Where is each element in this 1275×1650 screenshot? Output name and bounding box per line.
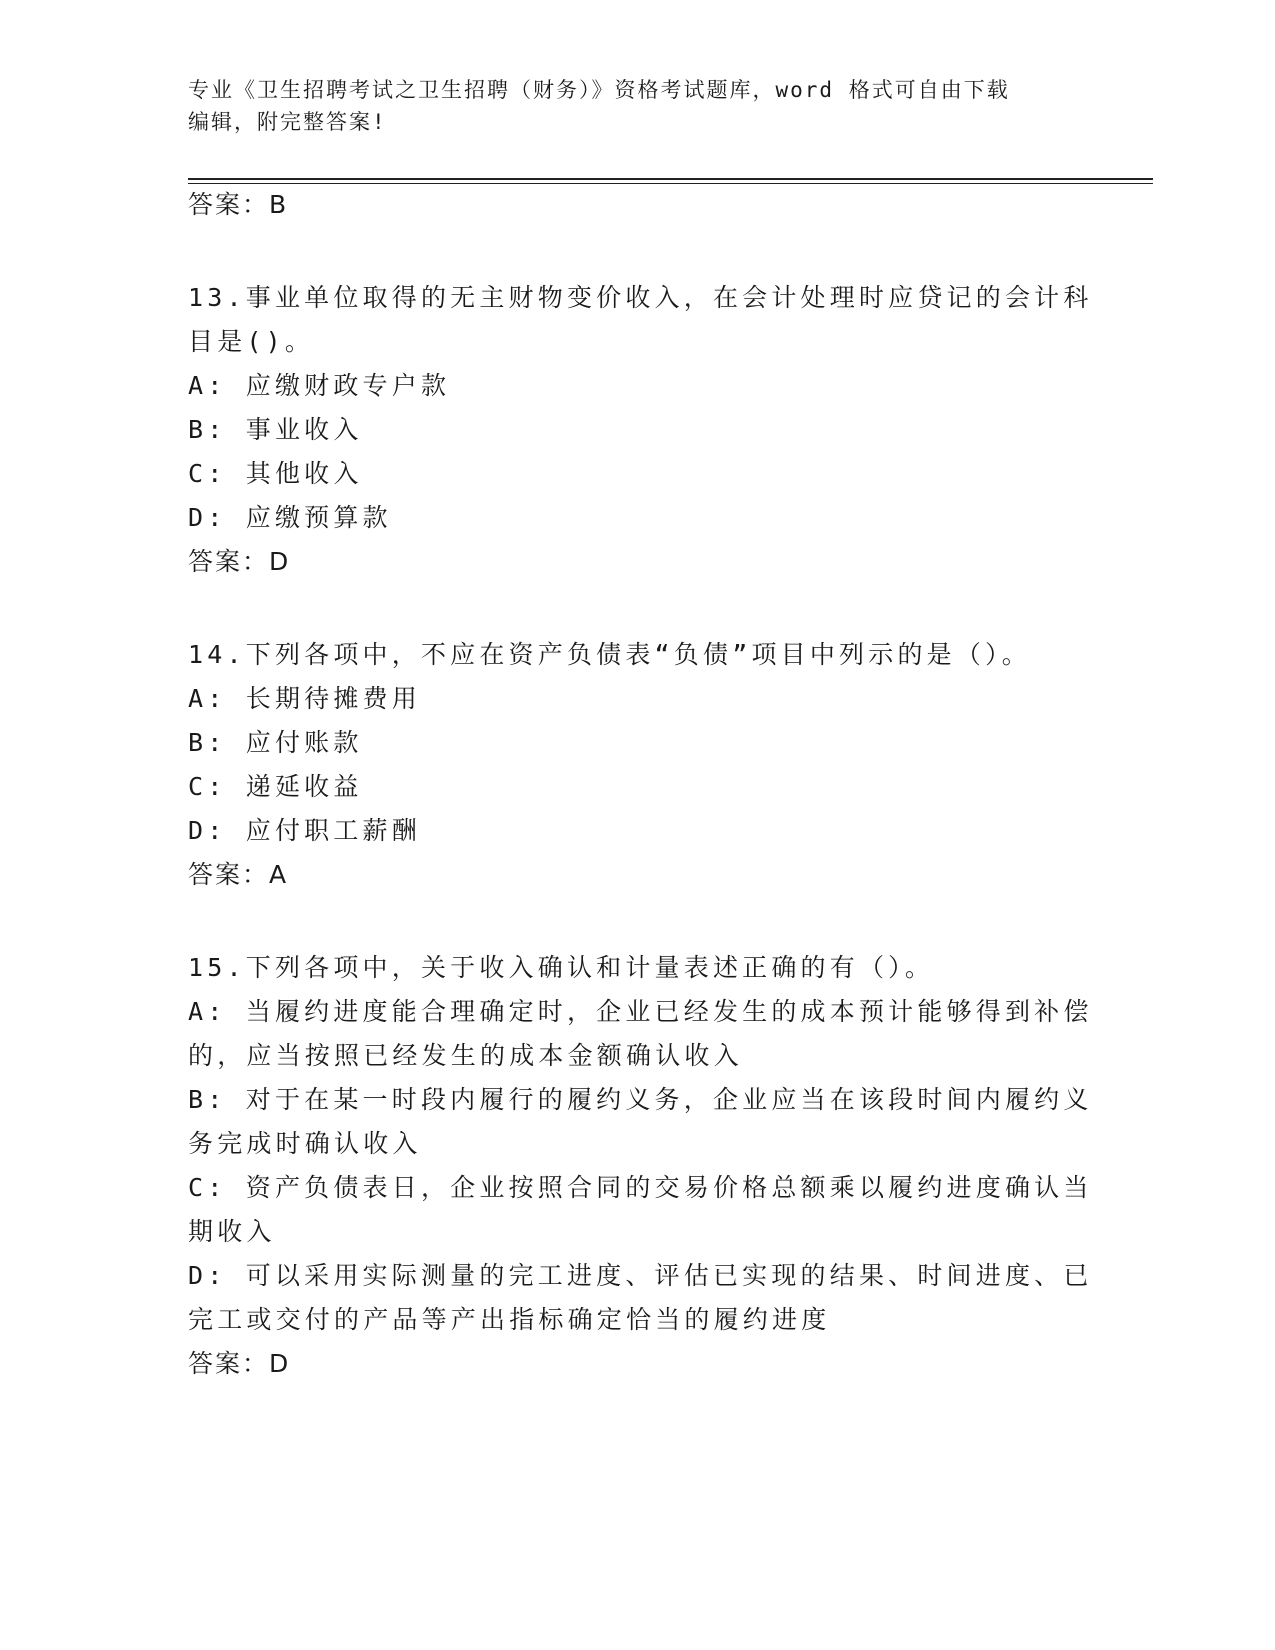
header-line-1: 专业《卫生招聘考试之卫生招聘（财务）》资格考试题库，word 格式可自由下载 xyxy=(188,78,1010,102)
q13-option-a: A: 应缴财政专户款 xyxy=(188,371,451,400)
q15-option-c-line-1: C: 资产负债表日，企业按照合同的交易价格总额乘以履约进度确认当 xyxy=(188,1173,1093,1202)
q13-option-b: B: 事业收入 xyxy=(188,415,363,444)
q13-option-d: D: 应缴预算款 xyxy=(188,503,392,532)
q15-answer: 答案：D xyxy=(188,1349,291,1378)
q14-answer: 答案：A xyxy=(188,860,289,889)
q15-option-d-line-2: 完工或交付的产品等产出指标确定恰当的履约进度 xyxy=(188,1305,831,1334)
q14-option-c: C: 递延收益 xyxy=(188,772,363,801)
header-divider xyxy=(188,178,1153,180)
q15-option-c-line-2: 期收入 xyxy=(188,1217,276,1246)
q13-option-c: C: 其他收入 xyxy=(188,459,363,488)
q13-answer: 答案：D xyxy=(188,547,291,576)
q14-option-a: A: 长期待摊费用 xyxy=(188,684,421,713)
header-line-2: 编辑，附完整答案! xyxy=(188,110,387,134)
q15-stem-line-1: 15.下列各项中，关于收入确认和计量表述正确的有（）。 xyxy=(188,953,935,982)
q15-option-a-line-1: A: 当履约进度能合理确定时，企业已经发生的成本预计能够得到补偿 xyxy=(188,997,1093,1026)
document-header xyxy=(188,74,1068,138)
q14-stem-line-1: 14.下列各项中，不应在资产负债表“负债”项目中列示的是（）。 xyxy=(188,640,1031,669)
q13-stem-line-2: 目是()。 xyxy=(188,327,315,356)
answer-previous: 答案：B xyxy=(188,190,289,219)
q15-option-b-line-2: 务完成时确认收入 xyxy=(188,1129,422,1158)
header-divider-thin xyxy=(188,183,1153,184)
q14-option-b: B: 应付账款 xyxy=(188,728,363,757)
q15-option-b-line-1: B: 对于在某一时段内履行的履约义务，企业应当在该段时间内履约义 xyxy=(188,1085,1093,1114)
q15-option-a-line-2: 的，应当按照已经发生的成本金额确认收入 xyxy=(188,1041,743,1070)
q13-stem-line-1: 13.事业单位取得的无主财物变价收入，在会计处理时应贷记的会计科 xyxy=(188,283,1093,312)
q14-option-d: D: 应付职工薪酬 xyxy=(188,816,421,845)
q15-option-d-line-1: D: 可以采用实际测量的完工进度、评估已实现的结果、时间进度、已 xyxy=(188,1261,1093,1290)
